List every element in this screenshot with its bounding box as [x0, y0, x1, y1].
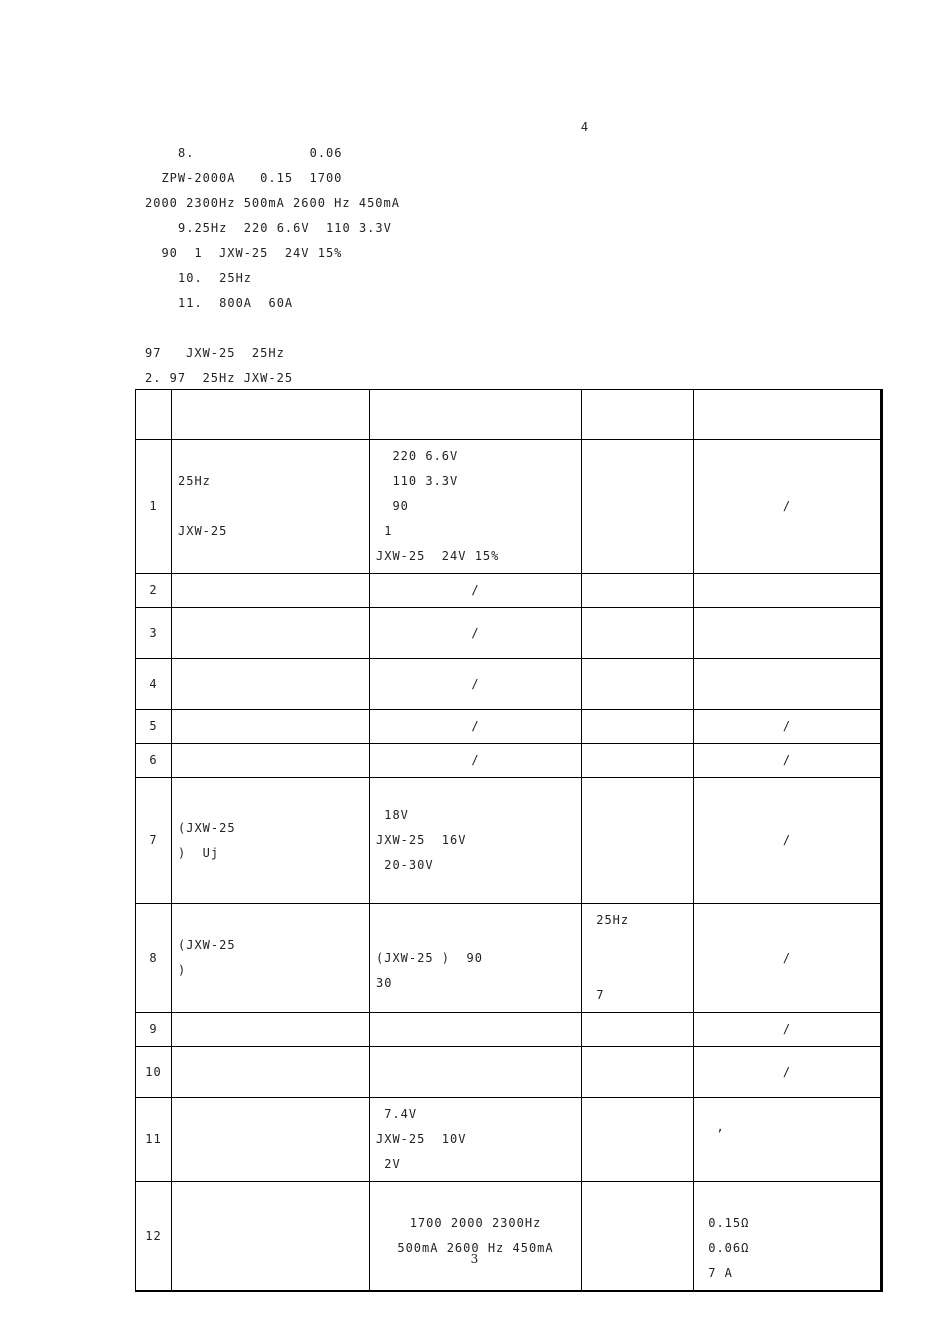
cycle-cell	[582, 1013, 694, 1047]
item-cell	[172, 710, 370, 744]
method-cell: 220 6.6V 110 3.3V 90 1 JXW-25 24V 15%	[370, 440, 582, 574]
table-row	[136, 440, 882, 574]
paragraph-line: 8. 0.06	[178, 146, 343, 160]
paragraph-line: 4	[145, 120, 590, 134]
page-number: 3	[470, 1252, 480, 1266]
table-row	[136, 608, 882, 659]
cycle-cell	[582, 1047, 694, 1098]
header-cell	[172, 390, 370, 440]
method-cell: 7.4V JXW-25 10V 2V	[370, 1098, 582, 1182]
remark-cell: /	[694, 1013, 882, 1047]
method-cell: /	[370, 744, 582, 778]
item-cell	[172, 574, 370, 608]
remark-cell	[694, 659, 882, 710]
paragraph-line: 9.25Hz 220 6.6V 110 3.3V	[178, 221, 392, 235]
item-cell: 25Hz JXW-25	[172, 440, 370, 574]
method-cell: (JXW-25 ) 90 30	[370, 904, 582, 1013]
item-cell	[172, 1047, 370, 1098]
row-number: 10	[136, 1047, 172, 1098]
row-number: 11	[136, 1098, 172, 1182]
row-number: 9	[136, 1013, 172, 1047]
maintenance-table	[135, 389, 883, 1292]
remark-cell	[694, 574, 882, 608]
cycle-cell: 25Hz 7	[582, 904, 694, 1013]
item-cell	[172, 659, 370, 710]
paragraph-line: 97 JXW-25 25Hz	[145, 346, 285, 360]
method-cell: 18V JXW-25 16V 20-30V	[370, 778, 582, 904]
row-number: 6	[136, 744, 172, 778]
method-cell: /	[370, 659, 582, 710]
table-row	[136, 778, 882, 904]
item-cell: (JXW-25 )	[172, 904, 370, 1013]
remark-cell	[694, 608, 882, 659]
cycle-cell	[582, 440, 694, 574]
cycle-cell	[582, 778, 694, 904]
item-cell	[172, 1098, 370, 1182]
method-cell: 1700 2000 2300Hz 500mA 2600 Hz 450mA	[370, 1182, 582, 1292]
remark-cell: /	[694, 778, 882, 904]
paragraph-line: 11. 800A 60A	[178, 296, 294, 310]
header-cell	[582, 390, 694, 440]
method-cell: /	[370, 574, 582, 608]
table-header-row	[136, 390, 882, 440]
row-number: 2	[136, 574, 172, 608]
row-number: 3	[136, 608, 172, 659]
remark-cell: ,	[694, 1098, 882, 1182]
remark-cell: /	[694, 440, 882, 574]
table-row	[136, 1182, 882, 1292]
row-number: 8	[136, 904, 172, 1013]
paragraph-line: 2000 2300Hz 500mA 2600 Hz 450mA	[145, 196, 400, 210]
table-row	[136, 1013, 882, 1047]
cycle-cell	[582, 1182, 694, 1292]
remark-cell: /	[694, 710, 882, 744]
row-number: 7	[136, 778, 172, 904]
paragraph-line: 10. 25Hz	[178, 271, 253, 285]
row-number: 4	[136, 659, 172, 710]
table-row	[136, 1098, 882, 1182]
item-cell	[172, 744, 370, 778]
remark-cell: /	[694, 744, 882, 778]
table-row	[136, 574, 882, 608]
cycle-cell	[582, 574, 694, 608]
remark-cell: /	[694, 1047, 882, 1098]
paragraph-line: 90 1 JXW-25 24V 15%	[145, 246, 343, 260]
table-row	[136, 710, 882, 744]
method-cell	[370, 1013, 582, 1047]
row-number: 12	[136, 1182, 172, 1292]
cycle-cell	[582, 744, 694, 778]
cycle-cell	[582, 710, 694, 744]
header-cell	[136, 390, 172, 440]
paragraph-line: ZPW-2000A 0.15 1700	[145, 171, 343, 185]
item-cell	[172, 608, 370, 659]
table-caption: 2. 97 25Hz JXW-25	[145, 371, 294, 385]
method-cell: /	[370, 710, 582, 744]
cycle-cell	[582, 1098, 694, 1182]
cycle-cell	[582, 659, 694, 710]
table-row	[136, 1047, 882, 1098]
remark-cell: 0.15Ω 0.06Ω 7 A	[694, 1182, 882, 1292]
row-number: 1	[136, 440, 172, 574]
row-number: 5	[136, 710, 172, 744]
table-row	[136, 659, 882, 710]
header-cell	[370, 390, 582, 440]
method-cell: /	[370, 608, 582, 659]
remark-cell: /	[694, 904, 882, 1013]
table-row	[136, 904, 882, 1013]
cycle-cell	[582, 608, 694, 659]
item-cell: (JXW-25 ) Uj	[172, 778, 370, 904]
item-cell	[172, 1182, 370, 1292]
header-cell	[694, 390, 882, 440]
method-cell	[370, 1047, 582, 1098]
item-cell	[172, 1013, 370, 1047]
table-row	[136, 744, 882, 778]
